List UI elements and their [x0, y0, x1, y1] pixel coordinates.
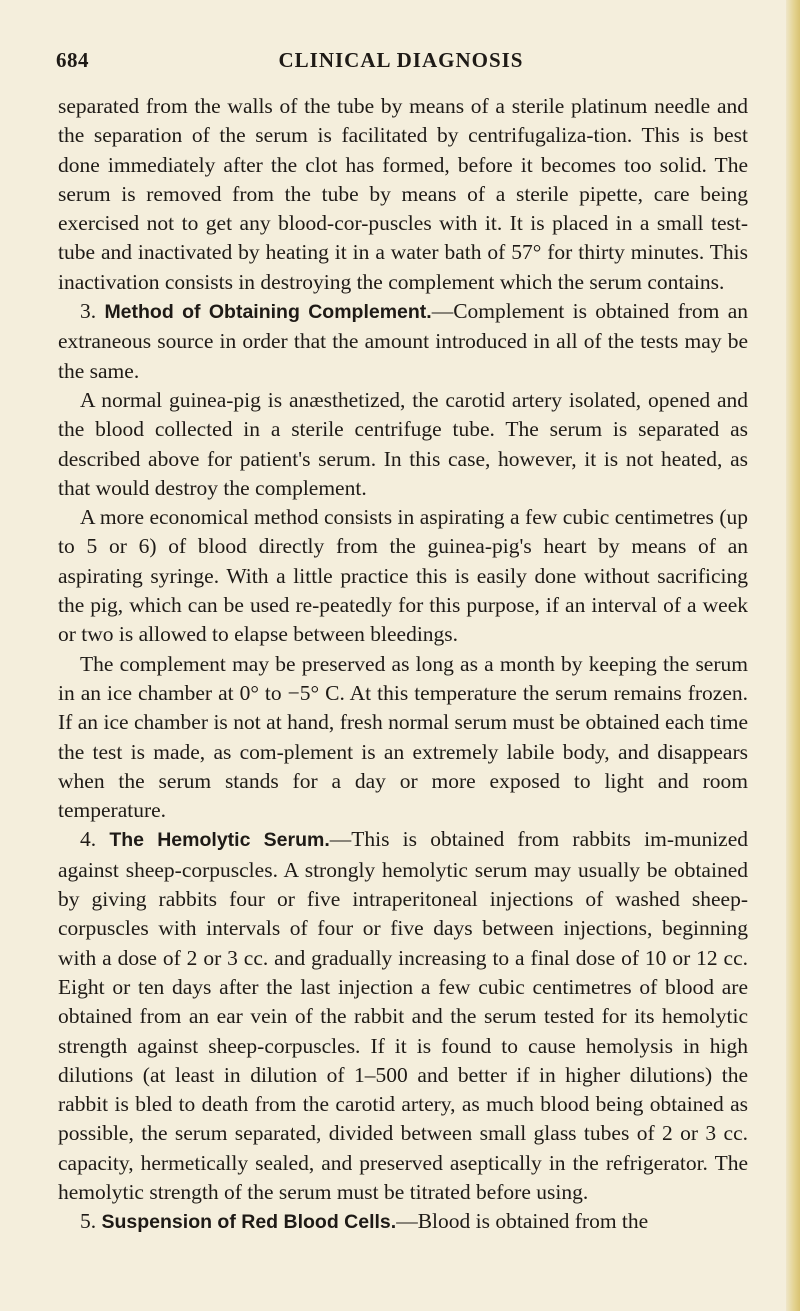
page-header [56, 48, 746, 82]
paragraph-continuation [58, 92, 748, 297]
paragraph-text: —Complement is obtained from an extraneous source in order that the amount introduced in all of the tests may be the same. [58, 299, 748, 383]
paragraph-section-3 [58, 297, 748, 386]
paragraph-economical-method [58, 503, 748, 649]
paragraph-section-4 [58, 825, 748, 1207]
section-number: 4. [80, 827, 97, 852]
paragraph-text: —Blood is obtained from the [396, 1209, 649, 1234]
paragraph-text: A more economical method consists in aspirating a few cubic centimetres (up to 5 or 6) of blood directly from the guinea-pig's heart by means of an aspirating syringe. With a little practice this is easily done without sacrificing the pig, which can be used re-peatedly for this purpose, if an interval of a week or two is allowed to elapse between bleedings. [58, 505, 748, 647]
paragraph-text: —This is obtained from rabbits im-munized against sheep-corpuscles. A strongly hemolytic serum may usually be obtained by giving rabbits four or five intraperitoneal injections of washed sheep-corpuscles with intervals of four or five days between injections, beginning with a dose of 2 or 3 cc. and gradually increasing to a final dose of 10 or 12 cc. Eight or ten days after the last injection a few cubic centimetres of blood are obtained from an ear vein of the rabbit and the serum tested for its hemolytic strength against sheep-corpuscles. If it is found to cause hemolysis in high dilutions (at least in dilution of 1–500 and better if in higher dilutions) the rabbit is bled to death from the carotid artery, as much blood being obtained as possible, the serum separated, divided between small glass tubes of 2 or 3 cc. capacity, hermetically sealed, and preserved aseptically in the refrigerator. The hemolytic strength of the serum must be titrated before using. [58, 827, 749, 1204]
section-number: 5. [80, 1209, 97, 1234]
running-title: CLINICAL DIAGNOSIS [278, 48, 524, 72]
section-heading: The Hemolytic Serum. [109, 829, 330, 852]
paragraph-preservation [58, 650, 748, 826]
page-number: 684 [56, 48, 89, 72]
paragraph-text: The complement may be preserved as long as a month by keeping the serum in an ice chamber at 0° to −5° C. At this temperature the serum remains frozen. If an ice chamber is not at hand, fresh normal serum must be obtained each time the test is made, as com-plement is an extremely labile body, and disappears when the serum stands for a day or more exposed to light and room temperature. [58, 651, 748, 823]
paragraph-text: separated from the walls of the tube by means of a sterile platinum needle and the separation of the serum is facilitated by centrifugaliza-tion. This is best done immediately after the clot has formed, before it becomes too solid. The serum is removed from the tube by means of a sterile pipette, care being exercised not to get any blood-cor-puscles with it. It is placed in a small test-tube and inactivated by heating it in a water bath of 57° for thirty minutes. This inactivation consists in destroying the complement which the serum contains. [58, 94, 748, 294]
page-edge [786, 0, 800, 1311]
body-text [58, 92, 748, 1238]
section-number: 3. [80, 299, 97, 324]
paragraph-text: A normal guinea-pig is anæsthetized, the carotid artery isolated, opened and the blood collected in a sterile centrifuge tube. The serum is separated as described above for patient's serum. In this case, however, it is not heated, as that would destroy the complement. [58, 387, 748, 500]
paragraph-guinea-pig [58, 386, 748, 503]
section-heading: Suspension of Red Blood Cells. [101, 1211, 397, 1234]
section-heading: Method of Obtaining Complement. [104, 301, 432, 324]
paragraph-section-5 [58, 1207, 748, 1237]
